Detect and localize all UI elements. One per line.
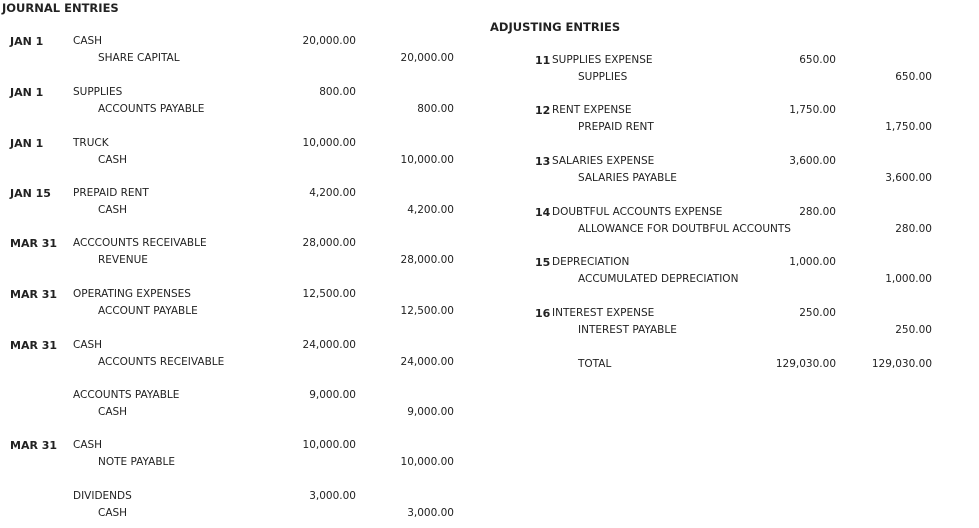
debit-amount: 12,500.00 (302, 288, 356, 300)
debit-account: PREPAID RENT (73, 187, 149, 199)
debit-amount: 3,000.00 (309, 490, 356, 502)
debit-amount: 4,200.00 (309, 187, 356, 199)
debit-account: ACCOUNTS PAYABLE (73, 389, 180, 401)
entry-number: 12 (535, 104, 551, 117)
credit-account: ACCOUNTS PAYABLE (98, 103, 205, 115)
debit-account: OPERATING EXPENSES (73, 288, 191, 300)
debit-amount: 20,000.00 (302, 35, 356, 47)
debit-amount: 250.00 (799, 307, 836, 319)
debit-account: SUPPLIES (73, 86, 123, 98)
credit-account: SUPPLIES (578, 71, 628, 83)
debit-amount: 9,000.00 (309, 389, 356, 401)
credit-account: CASH (98, 204, 128, 216)
credit-amount: 24,000.00 (400, 356, 454, 368)
entry-date: MAR 31 (10, 288, 58, 301)
credit-account: NOTE PAYABLE (98, 456, 176, 468)
journal-title: JOURNAL ENTRIES (2, 1, 119, 15)
total-debit: 129,030.00 (775, 358, 836, 370)
credit-account: CASH (98, 507, 128, 519)
debit-account: INTEREST EXPENSE (552, 307, 655, 319)
credit-account: SHARE CAPITAL (98, 52, 180, 64)
debit-account: SALARIES EXPENSE (552, 155, 655, 167)
credit-amount: 650.00 (895, 71, 932, 83)
debit-amount: 1,000.00 (789, 256, 836, 268)
credit-account: ACCOUNTS RECEIVABLE (98, 356, 225, 368)
total-credit: 129,030.00 (871, 358, 932, 370)
debit-amount: 800.00 (319, 86, 356, 98)
debit-amount: 280.00 (799, 206, 836, 218)
credit-amount: 12,500.00 (400, 305, 454, 317)
credit-account: ACCOUNT PAYABLE (98, 305, 198, 317)
entry-number: 15 (535, 256, 551, 269)
entry-date: MAR 31 (10, 339, 58, 352)
credit-amount: 10,000.00 (400, 456, 454, 468)
debit-amount: 3,600.00 (789, 155, 836, 167)
entry-number: 13 (535, 155, 551, 168)
debit-amount: 650.00 (799, 54, 836, 66)
debit-account: CASH (73, 35, 103, 47)
debit-account: ACCCOUNTS RECEIVABLE (73, 237, 207, 249)
credit-amount: 3,000.00 (407, 507, 454, 519)
credit-account: REVENUE (98, 254, 148, 266)
entry-number: 11 (535, 54, 551, 67)
credit-account: CASH (98, 406, 128, 418)
debit-account: RENT EXPENSE (552, 104, 632, 116)
entry-number: 14 (535, 206, 551, 219)
credit-account: CASH (98, 154, 128, 166)
debit-account: TRUCK (73, 137, 109, 149)
entry-date: JAN 1 (10, 86, 44, 99)
adjusting-title: ADJUSTING ENTRIES (490, 20, 621, 34)
credit-amount: 1,750.00 (885, 121, 932, 133)
total-label: TOTAL (578, 358, 612, 370)
credit-amount: 20,000.00 (400, 52, 454, 64)
credit-amount: 280.00 (895, 223, 932, 235)
entry-date: JAN 1 (10, 35, 44, 48)
debit-amount: 10,000.00 (302, 137, 356, 149)
credit-amount: 4,200.00 (407, 204, 454, 216)
debit-account: CASH (73, 339, 103, 351)
credit-amount: 9,000.00 (407, 406, 454, 418)
credit-amount: 1,000.00 (885, 273, 932, 285)
entry-date: MAR 31 (10, 237, 58, 250)
credit-account: INTEREST PAYABLE (578, 324, 677, 336)
debit-amount: 1,750.00 (789, 104, 836, 116)
debit-account: CASH (73, 439, 103, 451)
credit-account: ALLOWANCE FOR DOUTBFUL ACCOUNTS (578, 223, 791, 235)
credit-amount: 250.00 (895, 324, 932, 336)
credit-account: PREPAID RENT (578, 121, 654, 133)
entry-date: JAN 1 (10, 137, 44, 150)
debit-amount: 28,000.00 (302, 237, 356, 249)
credit-account: SALARIES PAYABLE (578, 172, 677, 184)
entry-date: MAR 31 (10, 439, 58, 452)
debit-account: DOUBTFUL ACCOUNTS EXPENSE (552, 206, 723, 218)
entry-number: 16 (535, 307, 551, 320)
credit-amount: 28,000.00 (400, 254, 454, 266)
debit-amount: 24,000.00 (302, 339, 356, 351)
debit-account: DEPRECIATION (552, 256, 630, 268)
credit-account: ACCUMULATED DEPRECIATION (578, 273, 739, 285)
entry-date: JAN 15 (10, 187, 51, 200)
debit-amount: 10,000.00 (302, 439, 356, 451)
credit-amount: 3,600.00 (885, 172, 932, 184)
credit-amount: 800.00 (417, 103, 454, 115)
credit-amount: 10,000.00 (400, 154, 454, 166)
debit-account: DIVIDENDS (73, 490, 132, 502)
debit-account: SUPPLIES EXPENSE (552, 54, 653, 66)
